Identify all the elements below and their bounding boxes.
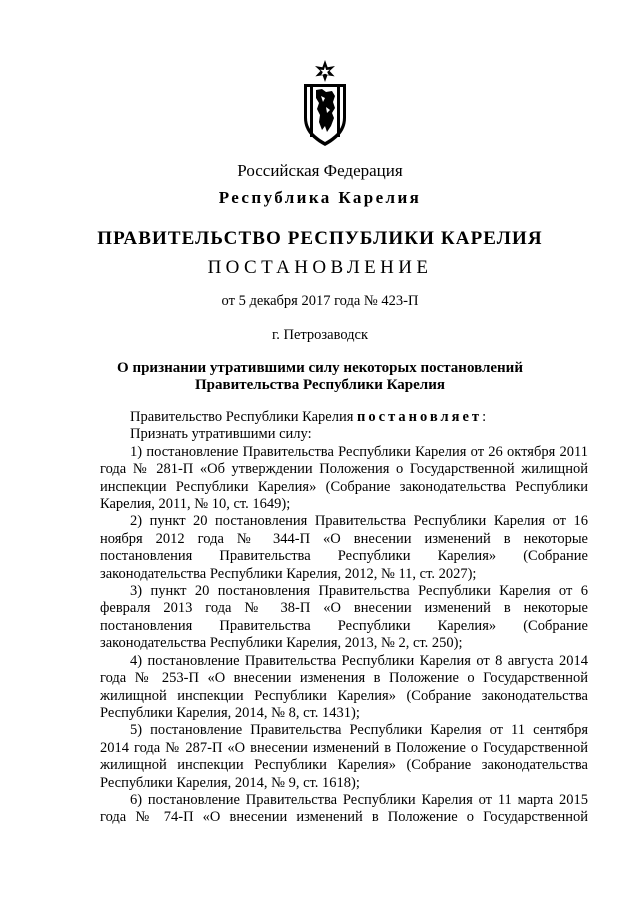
republic-name: Республика Карелия (218, 188, 422, 207)
decree-date: от 5 декабря 2017 года № 423-П (221, 293, 419, 309)
federation-name: Российская Федерация (237, 161, 403, 180)
list-item: 2) пункт 20 постановления Правительства Республики Карелия от 16 ноября 2012 года № 344-П «О внесении изменений в некоторые постановления Правительства Республики Карелия» (Собрание законодательства Республики Карелия, 2012, № 11, ст. 2027); (100, 513, 588, 582)
karelia-coat-of-arms-icon (300, 60, 350, 148)
list-item: 3) пункт 20 постановления Правительства Республики Карелия от 6 февраля 2013 года № 38-П «О внесении изменений в некоторые постановления Правительства Республики Карелия» (Собрание законодательства Республики Карелия, 2013, № 2, ст. 250); (100, 583, 588, 652)
intro-prefix: Правительство Республики Карелия (130, 409, 358, 425)
government-name: ПРАВИТЕЛЬСТВО РЕСПУБЛИКИ КАРЕЛИЯ (97, 228, 543, 249)
subject-line-1: О признании утратившими силу некоторых постановлений (117, 360, 523, 376)
recognize-paragraph: Признать утратившими силу: (130, 426, 312, 443)
intro-paragraph (100, 409, 588, 426)
intro-suffix: : (482, 409, 487, 425)
list-item: 1) постановление Правительства Республики Карелия от 26 октября 2011 года № 281-П «Об утверждении Положения о Государственной жилищной инспекции Республики Карелия» (Собрание законодательства Республики Карелия, 2011, № 10, ст. 1649); (100, 443, 588, 513)
list-item: 5) постановление Правительства Республики Карелия от 11 сентября 2014 года № 287-П «О внесении изменений в Положение о Государственной жилищной инспекции Республики Карелия» (Собрание законодательства Республики Карелия, 2014, № 9, ст. 1618); (100, 722, 588, 791)
decree-subject (0, 360, 640, 394)
intro-action: постановляет (357, 409, 483, 425)
subject-line-2: Правительства Республики Карелия (195, 377, 445, 393)
decree-type: ПОСТАНОВЛЕНИЕ (207, 257, 433, 278)
decree-body (100, 409, 588, 827)
list-item: 6) постановление Правительства Республики Карелия от 11 марта 2015 года № 74-П «О внесении изменений в Положение о Государственной (100, 791, 588, 826)
decree-city: г. Петрозаводск (271, 327, 369, 343)
list-item: 4) постановление Правительства Республики Карелия от 8 августа 2014 года № 253-П «О внесении изменения в Положение о Государственной жилищной инспекции Республики Карелия» (Собрание законодательства Республики Карелия, 2014, № 8, ст. 1431); (100, 652, 588, 721)
